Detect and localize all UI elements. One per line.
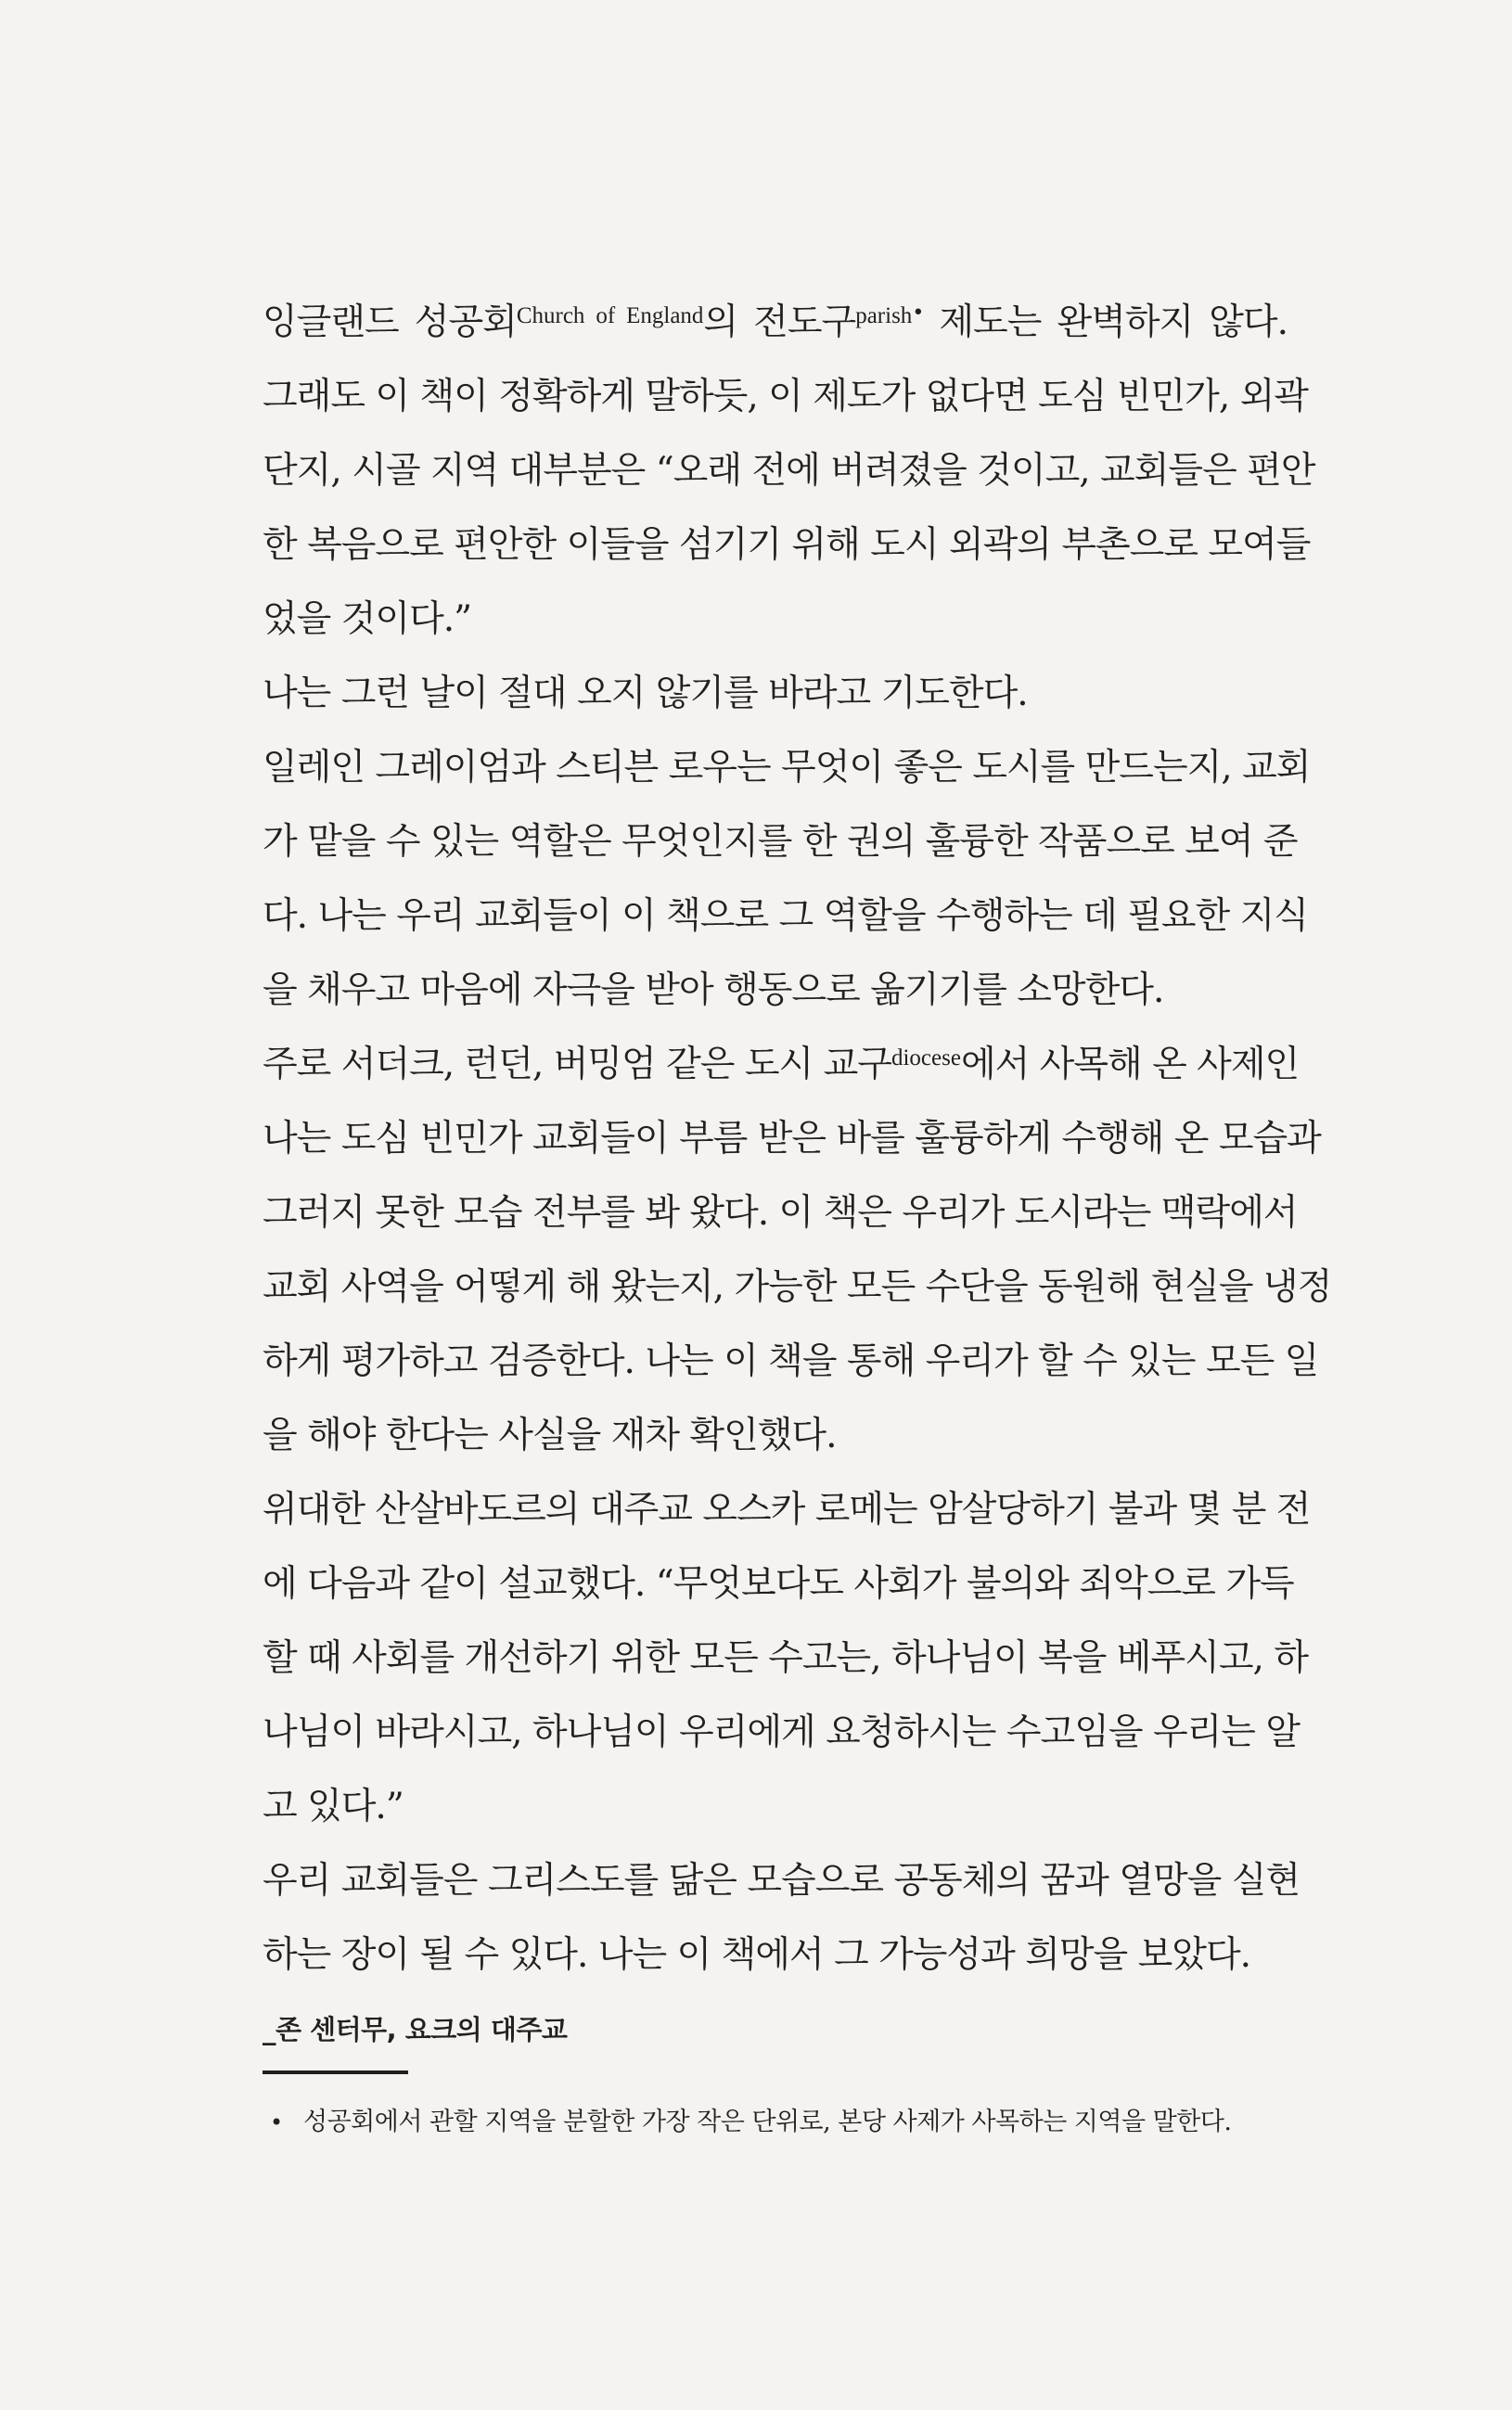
- footnote-text: 성공회에서 관할 지역을 분할한 가장 작은 단위로, 본당 사제가 사목하는 지역을 말한다.: [303, 2108, 1232, 2136]
- paragraph-line: 그러지 못한 모습 전부를 봐 왔다. 이 책은 우리가 도시라는 맥락에서: [263, 1192, 1298, 1234]
- foreword-body: [263, 286, 1332, 2057]
- paragraph-line: 우리 교회들은 그리스도를 닮은 모습으로 공동체의 꿈과 열망을 실현: [263, 1860, 1301, 1902]
- paragraph-line: 을 채우고 마음에 자극을 받아 행동으로 옮기기를 소망한다.: [263, 969, 1164, 1011]
- paragraph-line: 한 복음으로 편안한 이들을 섬기기 위해 도시 외곽의 부촌으로 모여들: [263, 524, 1311, 566]
- paragraph-line: 할 때 사회를 개선하기 위한 모든 수고는, 하나님이 복을 베푸시고, 하: [263, 1637, 1308, 1679]
- paragraph-line: 에 다음과 같이 설교했다. “무엇보다도 사회가 불의와 죄악으로 가득: [263, 1563, 1294, 1605]
- paragraph-line: 하는 장이 될 수 있다. 나는 이 책에서 그 가능성과 희망을 보았다.: [263, 1934, 1251, 1976]
- paragraph-line: 을 해야 한다는 사실을 재차 확인했다.: [263, 1415, 837, 1456]
- term-gloss-english: diocese: [891, 1045, 961, 1070]
- footnote-marker[interactable]: •: [912, 301, 924, 325]
- paragraph-line: 교회 사역을 어떻게 해 왔는지, 가능한 모든 수단을 동원해 현실을 냉정: [263, 1266, 1332, 1308]
- paragraph-line: 일레인 그레이엄과 스티븐 로우는 무엇이 좋은 도시를 만드는지, 교회: [263, 747, 1311, 788]
- paragraph-line: 단지, 시골 지역 대부분은 “오래 전에 버려졌을 것이고, 교회들은 편안: [263, 450, 1315, 492]
- paragraph-line: 나는 도심 빈민가 교회들이 부름 받은 바를 훌륭하게 수행해 온 모습과: [263, 1118, 1321, 1160]
- paragraph-line: 위대한 산살바도르의 대주교 오스카 로메는 암살당하기 불과 몇 분 전: [263, 1489, 1311, 1531]
- footnote-divider: [263, 2070, 408, 2074]
- footnote: [270, 2104, 1231, 2141]
- paragraph-line: 가 맡을 수 있는 역할은 무엇인지를 한 권의 훌륭한 작품으로 보여 준: [263, 821, 1298, 863]
- paragraph-line: 고 있다.”: [263, 1786, 404, 1827]
- footnote-bullet: •: [270, 2109, 283, 2135]
- paragraph-line: 그래도 이 책이 정확하게 말하듯, 이 제도가 없다면 도심 빈민가, 외곽: [263, 376, 1308, 417]
- paragraph-line: 잉글랜드 성공회$^{Church of England}$의 전도구$^{parish•}$ 제도는 완벽하지 않다.: [263, 301, 1288, 343]
- author-signature: _존 센터무, 요크의 대주교: [263, 2014, 568, 2045]
- paragraph-line: 었을 것이다.”: [263, 598, 472, 640]
- paragraph-line: 하게 평가하고 검증한다. 나는 이 책을 통해 우리가 할 수 있는 모든 일: [263, 1340, 1319, 1382]
- paragraph-line: 나는 그런 날이 절대 오지 않기를 바라고 기도한다.: [263, 673, 1028, 714]
- term-gloss-english: Church of England: [516, 303, 704, 328]
- paragraph-line: 주로 서더크, 런던, 버밍엄 같은 도시 교구$^{diocese}$에서 사목해 온 사제인: [263, 1044, 1300, 1085]
- paragraph-line: 나님이 바라시고, 하나님이 우리에게 요청하시는 수고임을 우리는 알: [263, 1711, 1301, 1753]
- paragraph-line: 다. 나는 우리 교회들이 이 책으로 그 역할을 수행하는 데 필요한 지식: [263, 895, 1308, 937]
- term-gloss-english: parish: [855, 303, 913, 328]
